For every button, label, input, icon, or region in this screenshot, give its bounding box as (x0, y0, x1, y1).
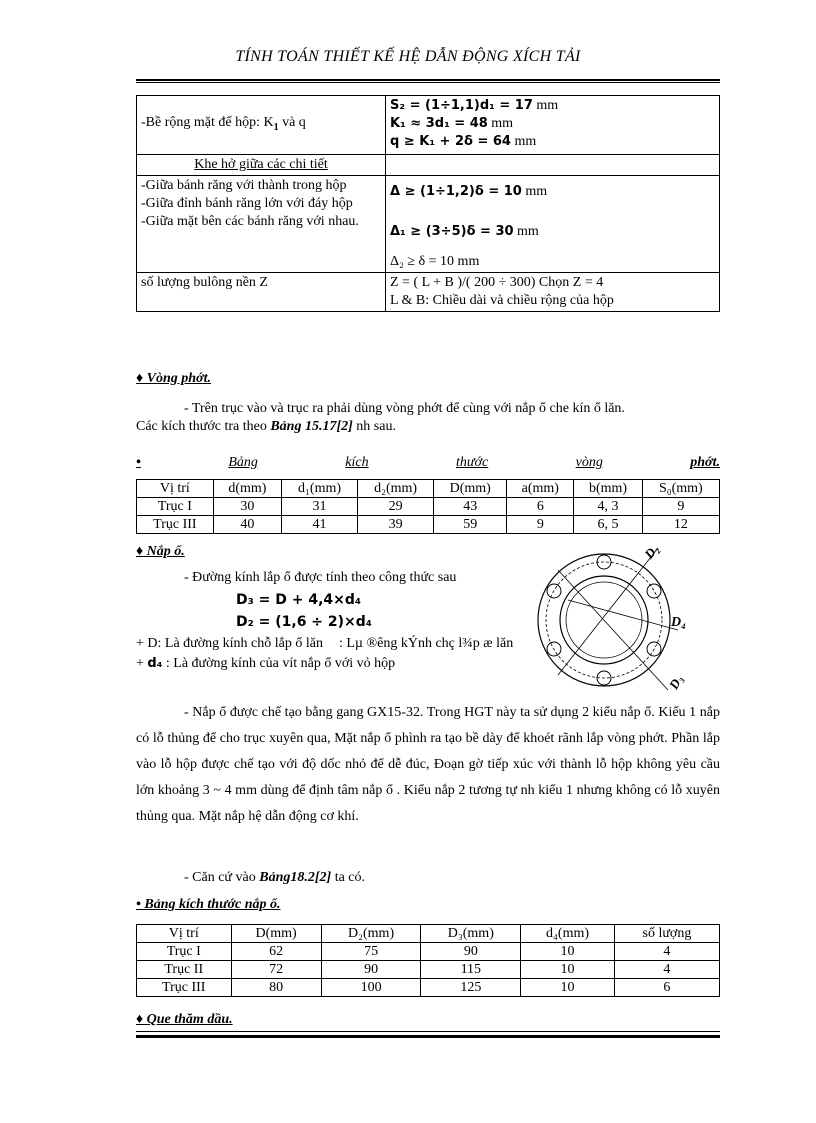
note-prefix: + (136, 656, 148, 671)
column-header: D(mm) (231, 925, 321, 943)
dim-line-d3 (558, 570, 668, 690)
formula-delta2: Δ₂ ≥ δ = 10 mm (390, 254, 480, 269)
table-cell: 80 (231, 979, 321, 997)
label-d3: D₃ (665, 672, 686, 692)
footer-rule-thin (136, 1031, 720, 1032)
column-header: d₄(mm) (521, 925, 615, 943)
table-row (137, 516, 720, 534)
table-cell: 75 (321, 943, 421, 961)
caption-word: thước (456, 455, 489, 470)
column-header: d₂(mm) (358, 480, 434, 498)
note-d (136, 636, 513, 652)
table-cell: 30 (213, 498, 281, 516)
bolt-hole (647, 584, 661, 598)
housing-dimensions-table (136, 95, 720, 312)
column-header: a(mm) (507, 480, 574, 498)
label-d4: D₄ (671, 615, 686, 630)
seal-table-caption (136, 455, 720, 471)
table-cell: 10 (521, 943, 615, 961)
row-label: -Bề rộng mặt đế hộp: K (141, 114, 274, 130)
footer-rule (136, 1035, 720, 1038)
vong-phot-paragraph (136, 396, 720, 440)
gap-label-bottom: -Giữa đỉnh bánh răng lớn với đáy hộp (141, 196, 353, 211)
table-cell: Trục I (137, 498, 214, 516)
table-row (137, 498, 720, 516)
table-header-row (137, 480, 720, 498)
column-header: Vị trí (137, 925, 232, 943)
table-cell: Trục II (137, 961, 232, 979)
formula-s2: S₂ = (1÷1,1)d₁ = 17 (390, 98, 533, 113)
nap-o-intro: - Đường kính lắp ổ được tính theo công thức sau (184, 570, 457, 585)
formula-d2: D₂ = (1,6 ÷ 2)×d₄ (236, 614, 372, 630)
gap-label-wall: -Giữa bánh răng với thành trong hộp (141, 178, 347, 193)
table-cell: 12 (642, 516, 719, 534)
table-cell-formula (386, 176, 720, 273)
table-row (137, 961, 720, 979)
dim-line-d2 (558, 548, 658, 675)
table-row (137, 176, 720, 273)
formula-k1: K₁ ≈ 3d₁ = 48 (390, 116, 488, 131)
formula-z: Z = ( L + B )/( 200 ÷ 300) Chọn Z = 4 (390, 275, 604, 290)
table-cell: 9 (642, 498, 719, 516)
table-reference: Bảng 15.17[2] (270, 419, 353, 434)
table-cell: Trục I (137, 943, 232, 961)
paragraph-text: Các kích thước tra theo (136, 419, 271, 434)
section-heading-que-tham-dau: ♦ Que thăm dầu. (136, 1012, 233, 1027)
note-text: + D: Là đường kính chỗ lắp ổ lăn (136, 636, 323, 651)
table-row (137, 273, 720, 312)
unit-label: mm (536, 98, 559, 113)
nap-o-reference (184, 870, 365, 886)
paragraph-text: nh sau. (352, 419, 396, 434)
seal-dimensions-table (136, 479, 720, 534)
table-cell-formula (386, 273, 720, 312)
section-heading-vong-phot: ♦ Vòng phớt. (136, 371, 211, 386)
row-label-subscript: 1 (273, 121, 279, 133)
table-row (137, 979, 720, 997)
table-cell-label: Khe hở giữa các chi tiết (137, 155, 386, 176)
caption-word: vòng (575, 455, 603, 470)
column-header: d(mm) (213, 480, 281, 498)
column-header: D₂(mm) (321, 925, 421, 943)
table-cell: 4, 3 (574, 498, 642, 516)
formula-delta: Δ ≥ (1÷1,2)δ = 10 (390, 184, 522, 199)
cover-dimensions-table (136, 924, 720, 997)
table-cell: 59 (434, 516, 507, 534)
gap-label-sides: -Giữa mặt bên các bánh răng với nhau. (141, 214, 359, 229)
column-header: d₁(mm) (282, 480, 358, 498)
header-rule (136, 79, 720, 81)
table-cell: 90 (421, 943, 521, 961)
page-header-title: TÍNH TOÁN THIẾT KẾ HỆ DẪN ĐỘNG XÍCH TẢI (235, 48, 581, 65)
note-d4 (136, 656, 395, 672)
formula-lb-note: L & B: Chiều dài và chiều rộng của hộp (390, 293, 614, 308)
note-text: : Là đường kính của vít nắp ổ với vỏ hộp (162, 656, 396, 671)
table-cell-label (137, 176, 386, 273)
table-row (137, 155, 720, 176)
table-cell: 39 (358, 516, 434, 534)
unit-label: mm (517, 224, 539, 239)
table-cell: 4 (614, 961, 719, 979)
table-cell: 4 (614, 943, 719, 961)
table-cell: 90 (321, 961, 421, 979)
table-header-row (137, 925, 720, 943)
header-rule-thin (136, 82, 720, 83)
column-header: D₃(mm) (421, 925, 521, 943)
paragraph-text: - Căn cứ vào (184, 870, 260, 885)
table-row (137, 943, 720, 961)
formula-d3: D₃ = D + 4,4×d₄ (236, 592, 362, 608)
bearing-cover-diagram (528, 540, 698, 700)
caption-word: kích (345, 455, 369, 470)
table-cell-formula (386, 96, 720, 155)
column-header: b(mm) (574, 480, 642, 498)
column-header: S₀(mm) (642, 480, 719, 498)
table-cell: 10 (521, 979, 615, 997)
table-cell: 125 (421, 979, 521, 997)
paragraph-line: - Trên trục vào và trục ra phải dùng vòng phớt để cùng với nắp ổ che kín ổ lăn. (184, 401, 625, 416)
formula-q: q ≥ K₁ + 2δ = 64 (390, 134, 511, 149)
table-row (137, 96, 720, 155)
paragraph-text: ta có. (331, 870, 366, 885)
label-d2: D₂ (641, 541, 662, 562)
column-header: số lượng (614, 925, 719, 943)
note-text-garbled: : Lµ ®êng kÝnh chç l¾p æ lăn (338, 636, 514, 651)
section-heading-nap-o: ♦ Nắp ổ. (136, 544, 185, 559)
table-cell: Trục III (137, 516, 214, 534)
table-cell: 115 (421, 961, 521, 979)
table-cell: 29 (358, 498, 434, 516)
unit-label: mm (491, 116, 514, 131)
unit-label: mm (525, 184, 548, 199)
table-cell: 6 (507, 498, 574, 516)
table-cell: Trục III (137, 979, 232, 997)
caption-word: phớt. (690, 455, 720, 470)
table-cell: 6, 5 (574, 516, 642, 534)
table-cell: 31 (282, 498, 358, 516)
table-cell: 6 (614, 979, 719, 997)
table-cell: 43 (434, 498, 507, 516)
formula-delta1: Δ₁ ≥ (3÷5)δ = 30 (390, 224, 514, 239)
note-symbol: d₄ (147, 656, 163, 671)
table-cell: 62 (231, 943, 321, 961)
table-cell: 40 (213, 516, 281, 534)
caption-word: • (136, 455, 141, 470)
unit-label: mm (514, 134, 537, 149)
table-cell-empty (386, 155, 720, 176)
table-cell-label: số lượng bulông nền Z (137, 273, 386, 312)
table-cell: 72 (231, 961, 321, 979)
cover-table-caption: • Bảng kích thước nắp ổ. (136, 897, 281, 912)
nap-o-paragraph: - Nắp ổ được chế tạo bằng gang GX15-32. Trong HGT này ta sử dụng 2 kiểu nắp ổ. Kiểu 1 nắp có lỗ thủng để cho trục xuyên qua, Mặt nắp ổ phình ra tạo bề dày để khoét rãnh lắp vòng phớt. Phần lắp vào lỗ hộp được chế tạo với độ dốc nhỏ để dễ đúc, Đoạn gờ tiếp xúc với thành lỗ hộp không yêu cầu lớn khoảng 3 ~ 4 mm dùng để định tâm nắp ổ . Kiểu nắp 2 tương tự nh kiểu 1 nhưng không có lỗ xuyên thủng qua. Mặt nắp hệ dẫn động cơ khí. (136, 705, 720, 824)
table-cell: 10 (521, 961, 615, 979)
table-cell-label (137, 96, 386, 155)
table-cell: 100 (321, 979, 421, 997)
table-cell: 41 (282, 516, 358, 534)
column-header: Vị trí (137, 480, 214, 498)
caption-word: Bảng (228, 455, 258, 470)
column-header: D(mm) (434, 480, 507, 498)
table-cell: 9 (507, 516, 574, 534)
row-label-tail: và q (278, 114, 306, 130)
table-reference: Bảng18.2[2] (259, 870, 332, 885)
dim-line-d4 (568, 600, 678, 630)
